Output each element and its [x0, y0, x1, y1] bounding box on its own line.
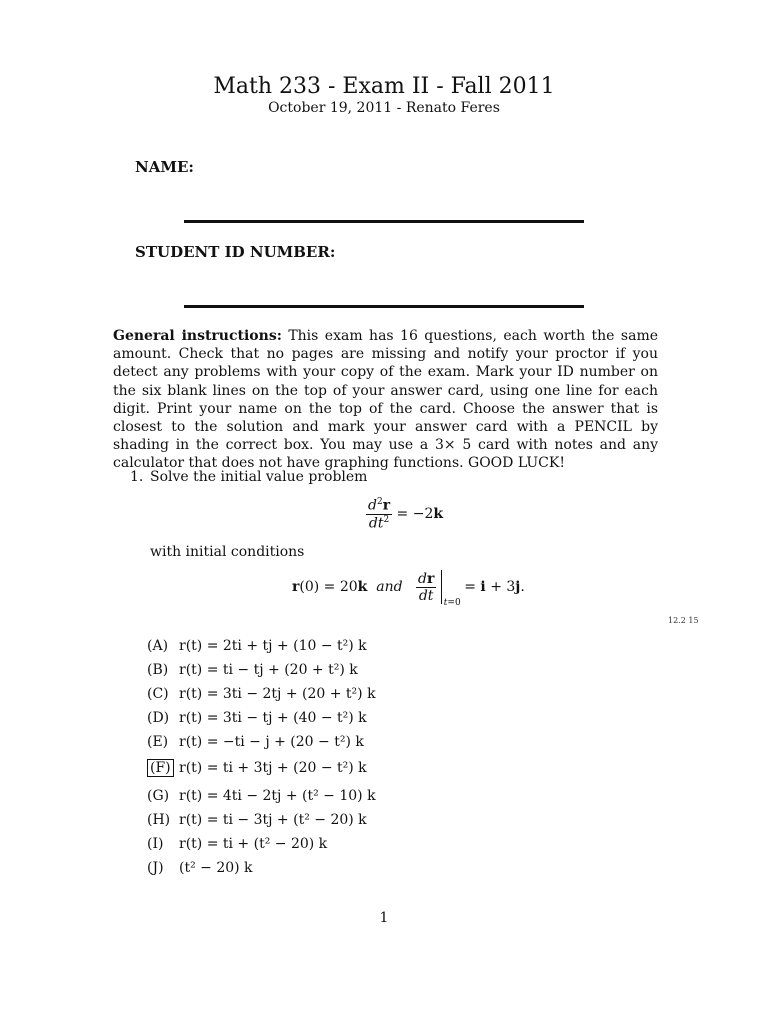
initial-conditions: r(0) = 20k and $\frac{dr}{dt}$ t=0 = i + 3j.	[292, 570, 525, 608]
option-f-selected: (F) r(t) = ti + 3tj + (20 − t²) k	[147, 760, 367, 776]
option-b: (B) r(t) = ti − tj + (20 + t²) k	[147, 662, 358, 678]
option-g: (G) r(t) = 4ti − 2tj + (t² − 10) k	[147, 788, 376, 804]
section-reference: 12.2 15	[668, 616, 699, 625]
option-h: (H) r(t) = ti − 3tj + (t² − 20) k	[147, 812, 367, 828]
option-e: (E) r(t) = −ti − j + (20 − t²) k	[147, 734, 364, 750]
option-c: (C) r(t) = 3ti − 2tj + (20 + t²) k	[147, 686, 376, 702]
option-j: (J) (t² − 20) k	[147, 860, 253, 876]
question-number: 1.	[130, 469, 144, 485]
name-label: NAME:	[135, 158, 194, 176]
name-line	[184, 220, 584, 223]
student-id-label: STUDENT ID NUMBER:	[135, 243, 336, 261]
exam-subtitle: October 19, 2011 - Renato Feres	[268, 100, 500, 116]
general-instructions	[113, 327, 658, 473]
option-d: (D) r(t) = 3ti − tj + (40 − t²) k	[147, 710, 367, 726]
exam-title: Math 233 - Exam II - Fall 2011	[213, 74, 555, 99]
selected-answer-box: (F)	[147, 759, 174, 777]
differential-equation: $\frac{d^2r}{dt^2}$ = −2k	[368, 497, 444, 532]
instructions-body: This exam has 16 questions, each worth the same amount. Check that no pages are missing and notify your proctor if you detect any problems with your copy of the exam. Mark your ID number on the six blank lines on the top of your answer card, using one line for each digit. Print your name on the top of the card. Choose the answer that is closest to the solution and mark your answer card with a PENCIL by shading in the correct box. You may use a 3× 5 card with notes and any calculator that does not have graphing functions. GOOD LUCK!	[113, 328, 658, 472]
conditions-text: with initial conditions	[150, 544, 305, 560]
student-id-line	[184, 305, 584, 308]
question-prompt: Solve the initial value problem	[150, 469, 368, 485]
instructions-heading: General instructions:	[113, 328, 282, 344]
option-i: (I) r(t) = ti + (t² − 20) k	[147, 836, 328, 852]
option-a: (A) r(t) = 2ti + tj + (10 − t²) k	[147, 638, 367, 654]
page-number: 1	[379, 910, 389, 926]
